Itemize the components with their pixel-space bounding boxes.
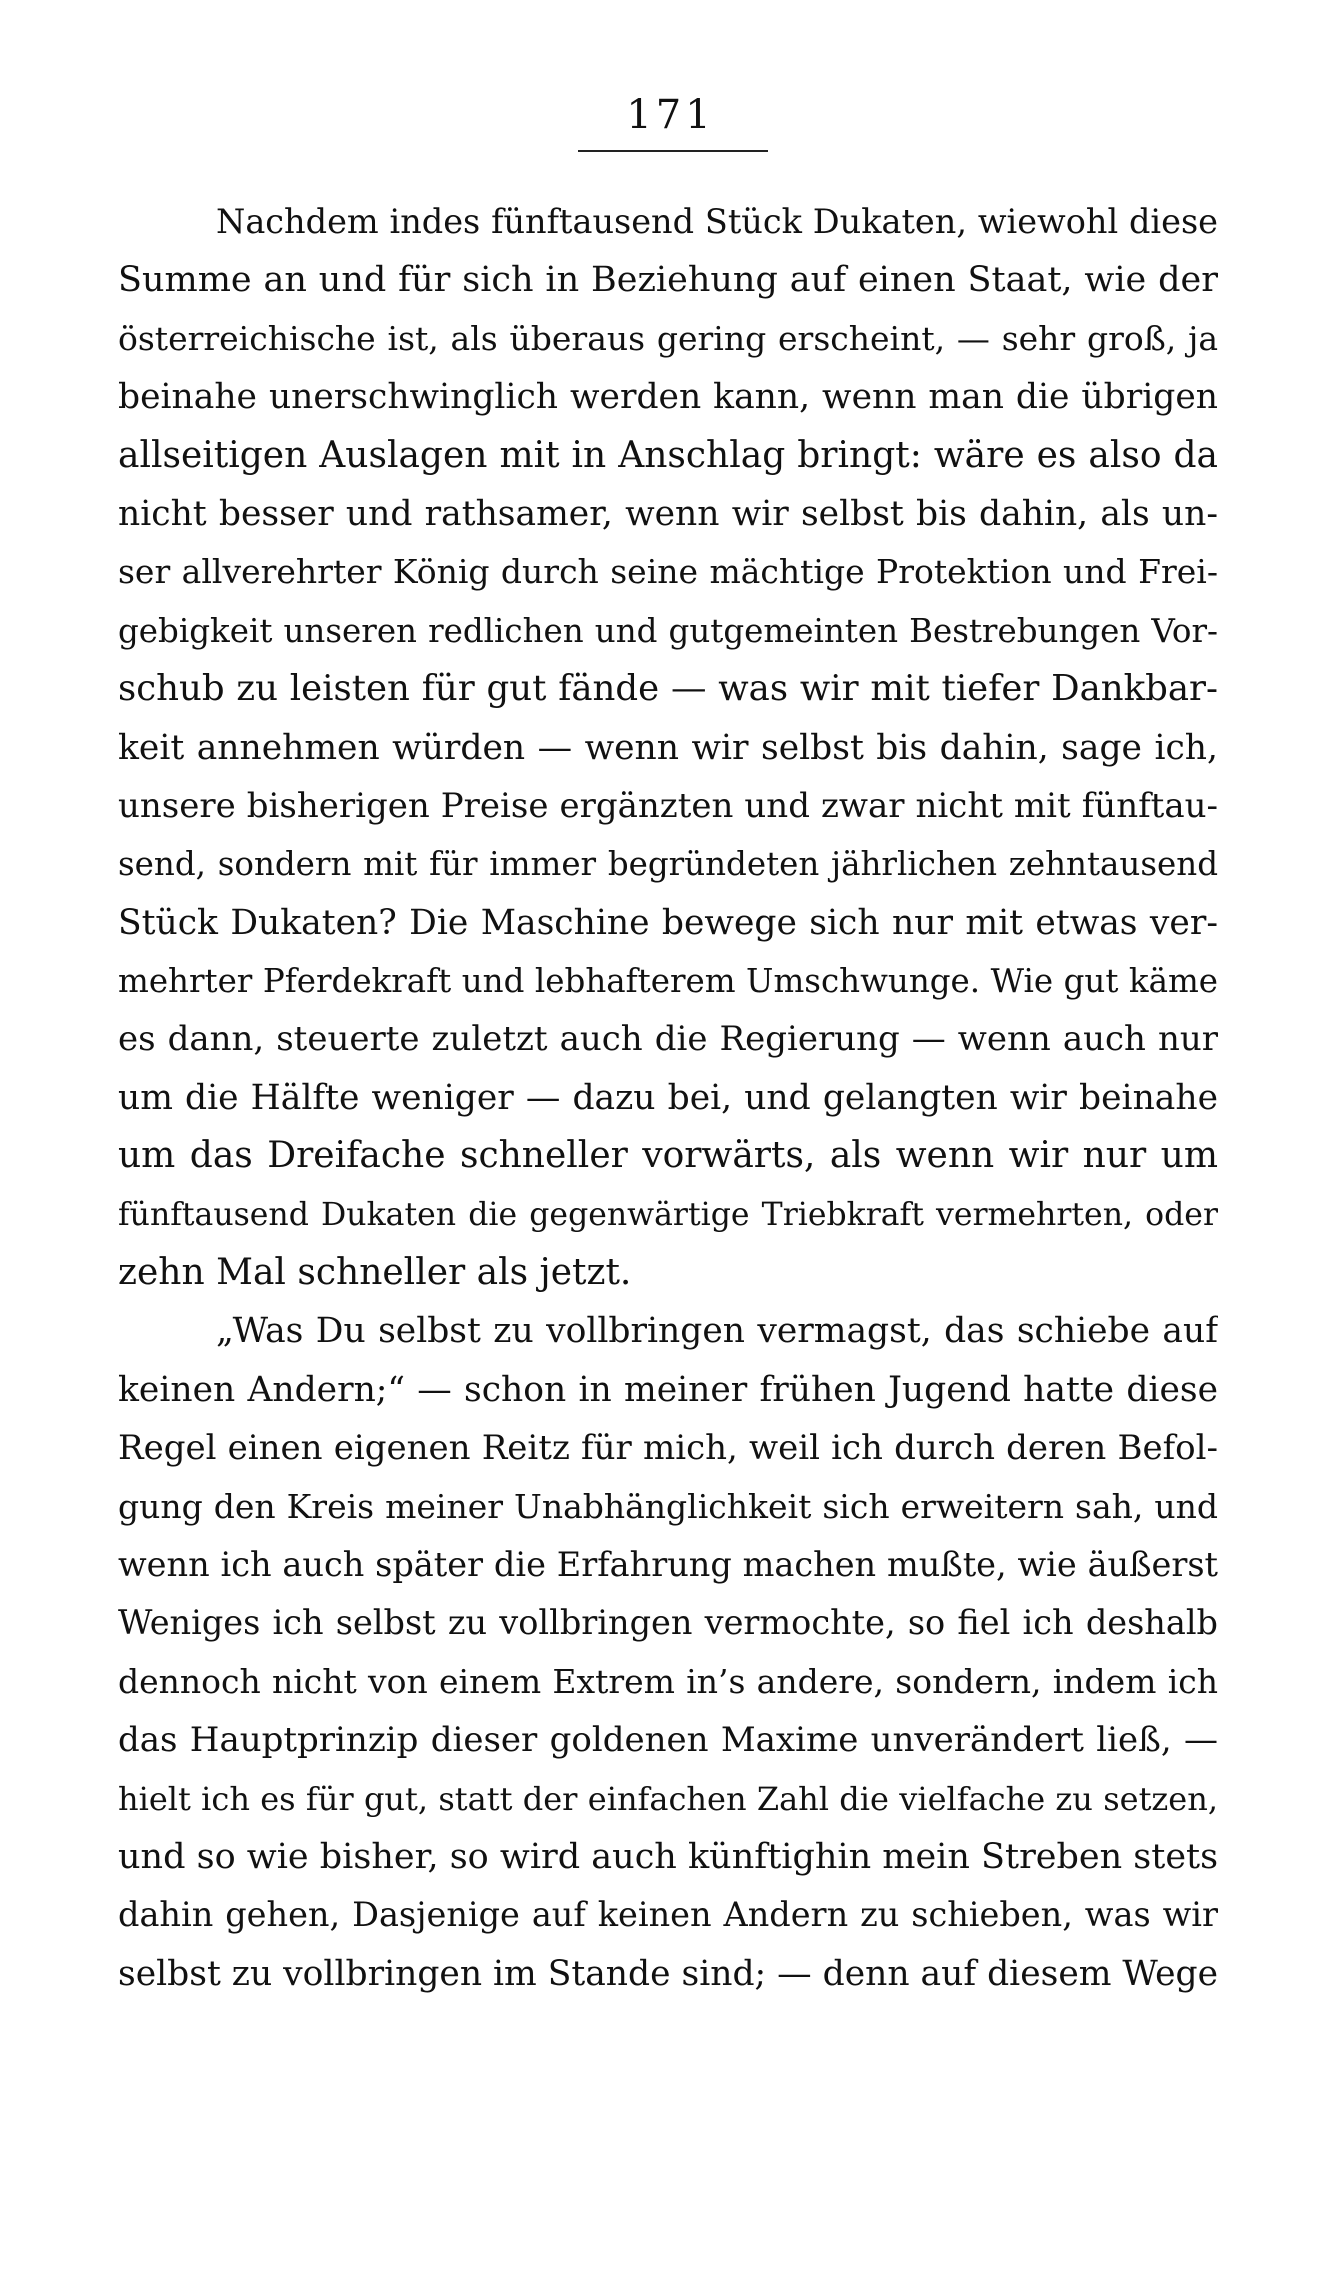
text-line: schub zu leisten für gut fände — was wir mit tiefer Dankbar- [118, 668, 1218, 710]
text-line: und so wie bisher, so wird auch künftighin mein Streben stets [118, 1836, 1218, 1877]
text-line: ser allverehrter König durch seine mächtige Protektion und Frei- [118, 552, 1218, 592]
text-line: Nachdem indes fünftausend Stück Dukaten, wiewohl diese [216, 202, 1218, 241]
text-line: gebigkeit unseren redlichen und gutgemeinten Bestrebungen Vor- [118, 611, 1218, 650]
text-line: gung den Kreis meiner Unabhänglichkeit sich erweitern sah, und [118, 1486, 1218, 1526]
text-line: Stück Dukaten? Die Maschine bewege sich nur mit etwas ver- [118, 902, 1218, 943]
header-rule [578, 150, 768, 152]
text-line: dahin gehen, Dasjenige auf keinen Andern zu schieben, was wir [118, 1895, 1218, 1935]
text-line: wenn ich auch später die Erfahrung machen mußte, wie äußerst [118, 1544, 1218, 1584]
paragraph-2 [118, 1302, 1218, 2003]
text-line: fünftausend Dukaten die gegenwärtige Triebkraft vermehrten, oder [118, 1196, 1218, 1233]
text-line: um das Dreifache schneller vorwärts, als wenn wir nur um [118, 1135, 1218, 1177]
text-line: keinen Andern;“ — schon in meiner frühen Jugend hatte diese [118, 1369, 1218, 1410]
text-line: es dann, steuerte zuletzt auch die Regierung — wenn auch nur [118, 1019, 1218, 1060]
text-line: Regel einen eigenen Reitz für mich, weil ich durch deren Befol- [118, 1428, 1218, 1469]
body-text [118, 193, 1218, 2003]
text-line: selbst zu vollbringen im Stande sind; — denn auf diesem Wege [118, 1953, 1218, 1994]
text-line: unsere bisherigen Preise ergänzten und zwar nicht mit fünftau- [118, 785, 1218, 826]
text-line: hielt ich es für gut, statt der einfachen Zahl die vielfache zu setzen, [118, 1779, 1218, 1818]
text-line: keit annehmen würden — wenn wir selbst bis dahin, sage ich, [118, 727, 1218, 768]
text-line: mehrter Pferdekraft und lebhafterem Umschwunge. Wie gut käme [118, 962, 1218, 1001]
text-line: nicht besser und rathsamer, wenn wir selbst bis dahin, als un- [118, 493, 1218, 534]
text-line: beinahe unerschwinglich werden kann, wenn man die übrigen [118, 377, 1218, 418]
text-line: send, sondern mit für immer begründeten jährlichen zehntausend [118, 845, 1218, 884]
text-line: österreichische ist, als überaus gering erscheint, — sehr groß, ja [118, 318, 1218, 358]
text-line: „Was Du selbst zu vollbringen vermagst, das schiebe auf [216, 1311, 1218, 1352]
text-line: um die Hälfte weniger — dazu bei, und gelangten wir beinahe [118, 1077, 1218, 1118]
paragraph-1 [118, 193, 1218, 1302]
text-line: Weniges ich selbst zu vollbringen vermochte, so fiel ich deshalb [118, 1603, 1218, 1643]
text-line: das Hauptprinzip dieser goldenen Maxime unverändert ließ, — [118, 1720, 1218, 1761]
page-number: 171 [626, 92, 715, 138]
text-line: zehn Mal schneller als jetzt. [118, 1252, 632, 1294]
text-line: allseitigen Auslagen mit in Anschlag bringt: wäre es also da [118, 434, 1218, 476]
text-line: Summe an und für sich in Beziehung auf einen Staat, wie der [118, 260, 1218, 301]
text-line: dennoch nicht von einem Extrem in’s andere, sondern, indem ich [118, 1661, 1218, 1701]
